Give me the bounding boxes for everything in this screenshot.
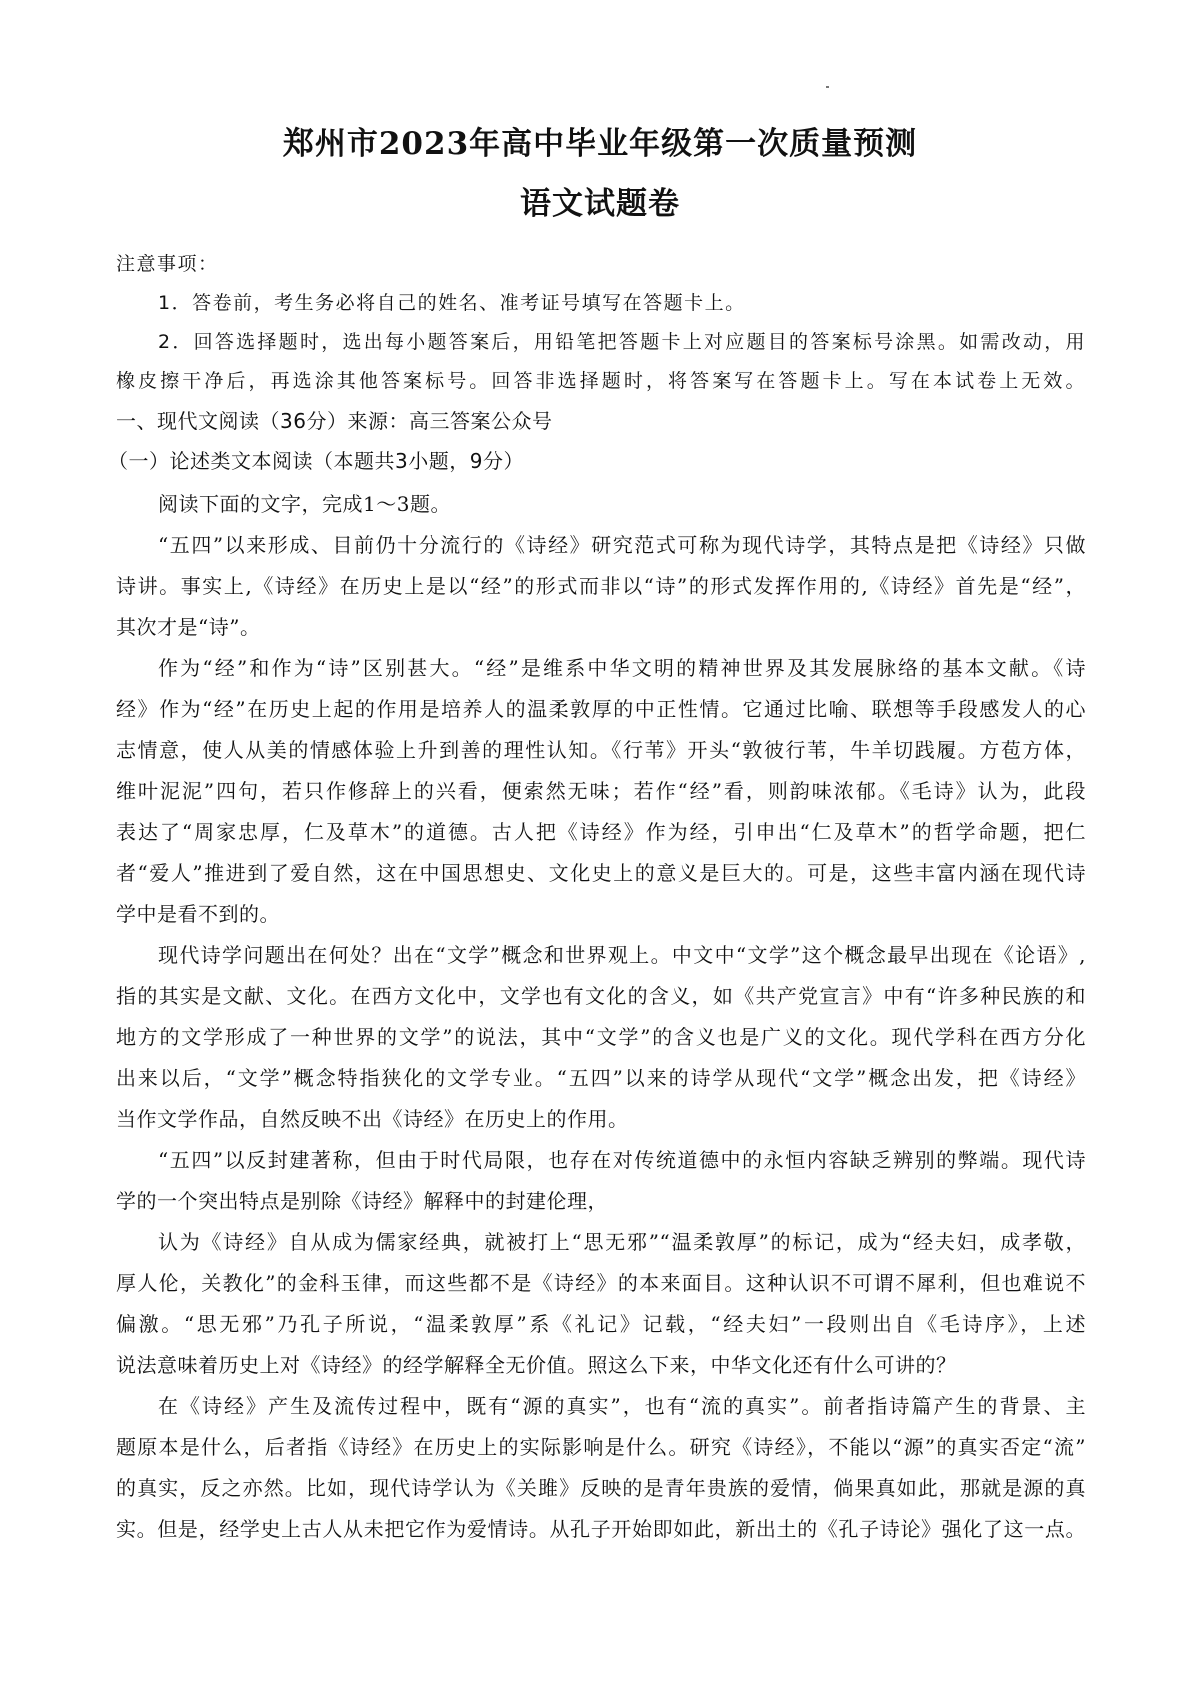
- section-heading: 一、现代文阅读（36分）来源：高三答案公众号: [116, 409, 553, 433]
- passage-line: 作为“经”和作为“诗”区别甚大。“经”是维系中华文明的精神世界及其发展脉络的基本文献。《诗: [158, 656, 1086, 680]
- passage-line: 者“爱人”推进到了爱自然，这在中国思想史、文化史上的意义是巨大的。可是，这些丰富内涵在现代诗: [116, 861, 1086, 885]
- section-instruction: 阅读下面的文字，完成1～3题。: [158, 492, 451, 516]
- passage-line: 实。但是，经学史上古人从未把它作为爱情诗。从孔子开始即如此，新出土的《孔子诗论》强化了这一点。: [116, 1517, 1086, 1541]
- notice-item-1: 1．答卷前，考生务必将自己的姓名、准考证号填写在答题卡上。: [158, 292, 746, 314]
- passage-line: 指的其实是文献、文化。在西方文化中，文学也有文化的含义，如《共产党宣言》中有“许多种民族的和: [116, 984, 1086, 1008]
- passage-line: 说法意味着历史上对《诗经》的经学解释全无价值。照这么下来，中华文化还有什么可讲的？: [116, 1353, 957, 1377]
- passage-line: 厚人伦，关教化”的金科玉律，而这些都不是《诗经》的本来面目。这种认识不可谓不犀利，但也难说不: [116, 1271, 1086, 1295]
- passage-line: 志情意，使人从美的情感体验上升到善的理性认知。《行苇》开头“敦彼行苇，牛羊切践履。方苞方体，: [116, 738, 1086, 762]
- notice-heading: 注意事项：: [116, 253, 219, 275]
- passage-line: 当作文学作品，自然反映不出《诗经》在历史上的作用。: [116, 1107, 629, 1131]
- passage-line: 学中是看不到的。: [116, 902, 280, 926]
- passage-line: 出来以后，“文学”概念特指狭化的文学专业。“五四”以来的诗学从现代“文学”概念出发，把《诗经》: [116, 1066, 1086, 1090]
- passage-line: “五四”以反封建著称，但由于时代局限，也存在对传统道德中的永恒内容缺乏辨别的弊端。现代诗: [158, 1148, 1086, 1172]
- passage-line: 诗讲。事实上,《诗经》在历史上是以“经”的形式而非以“诗”的形式发挥作用的,《诗经》首先是“经”，: [116, 574, 1086, 598]
- passage-line: 在《诗经》产生及流传过程中，既有“源的真实”，也有“流的真实”。前者指诗篇产生的背景、主: [158, 1394, 1086, 1418]
- exam-title: 郑州市2023年高中毕业年级第一次质量预测: [282, 126, 918, 162]
- passage-line: 表达了“周家忠厚，仁及草木”的道德。古人把《诗经》作为经，引申出“仁及草木”的哲学命题，把仁: [116, 820, 1086, 844]
- passage-line: 学的一个突出特点是别除《诗经》解释中的封建伦理，: [116, 1189, 608, 1213]
- notice-item-2-line-2: 橡皮擦干净后，再选涂其他答案标号。回答非选择题时，将答案写在答题卡上。写在本试卷上无效。: [116, 370, 1086, 392]
- exam-subtitle: 语文试题卷: [520, 186, 680, 222]
- section-subheading: （一）论述类文本阅读（本题共3小题，9分）: [108, 449, 524, 473]
- passage-line: 其次才是“诗”。: [116, 615, 261, 639]
- passage-line: 维叶泥泥”四句，若只作修辞上的兴看，便索然无味；若作“经”看，则韵味浓郁。《毛诗》认为，此段: [116, 779, 1086, 803]
- passage-line: 偏激。“思无邪”乃孔子所说，“温柔敦厚”系《礼记》记载，“经夫妇”一段则出自《毛诗序》，上述: [116, 1312, 1086, 1336]
- passage-line: 的真实，反之亦然。比如，现代诗学认为《关雎》反映的是青年贵族的爱情，倘果真如此，那就是源的真: [116, 1476, 1086, 1500]
- notice-item-2-line-1: 2．回答选择题时，选出每小题答案后，用铅笔把答题卡上对应题目的答案标号涂黑。如需改动，用: [158, 331, 1086, 353]
- passage-line: 认为《诗经》自从成为儒家经典，就被打上“思无邪”“温柔敦厚”的标记，成为“经夫妇，成孝敬，: [158, 1230, 1086, 1254]
- passage-line: “五四”以来形成、目前仍十分流行的《诗经》研究范式可称为现代诗学，其特点是把《诗经》只做: [158, 533, 1086, 557]
- passage-line: 现代诗学问题出在何处？出在“文学”概念和世界观上。中文中“文学”这个概念最早出现在《论语》,: [158, 943, 1086, 967]
- passage-line: 地方的文学形成了一种世界的文学”的说法，其中“文学”的含义也是广义的文化。现代学科在西方分化: [116, 1025, 1086, 1049]
- scan-speck: [826, 86, 829, 88]
- passage-line: 经》作为“经”在历史上起的作用是培养人的温柔敦厚的中正性情。它通过比喻、联想等手段感发人的心: [116, 697, 1086, 721]
- passage-line: 题原本是什么，后者指《诗经》在历史上的实际影响是什么。研究《诗经》，不能以“源”的真实否定“流”: [116, 1435, 1086, 1459]
